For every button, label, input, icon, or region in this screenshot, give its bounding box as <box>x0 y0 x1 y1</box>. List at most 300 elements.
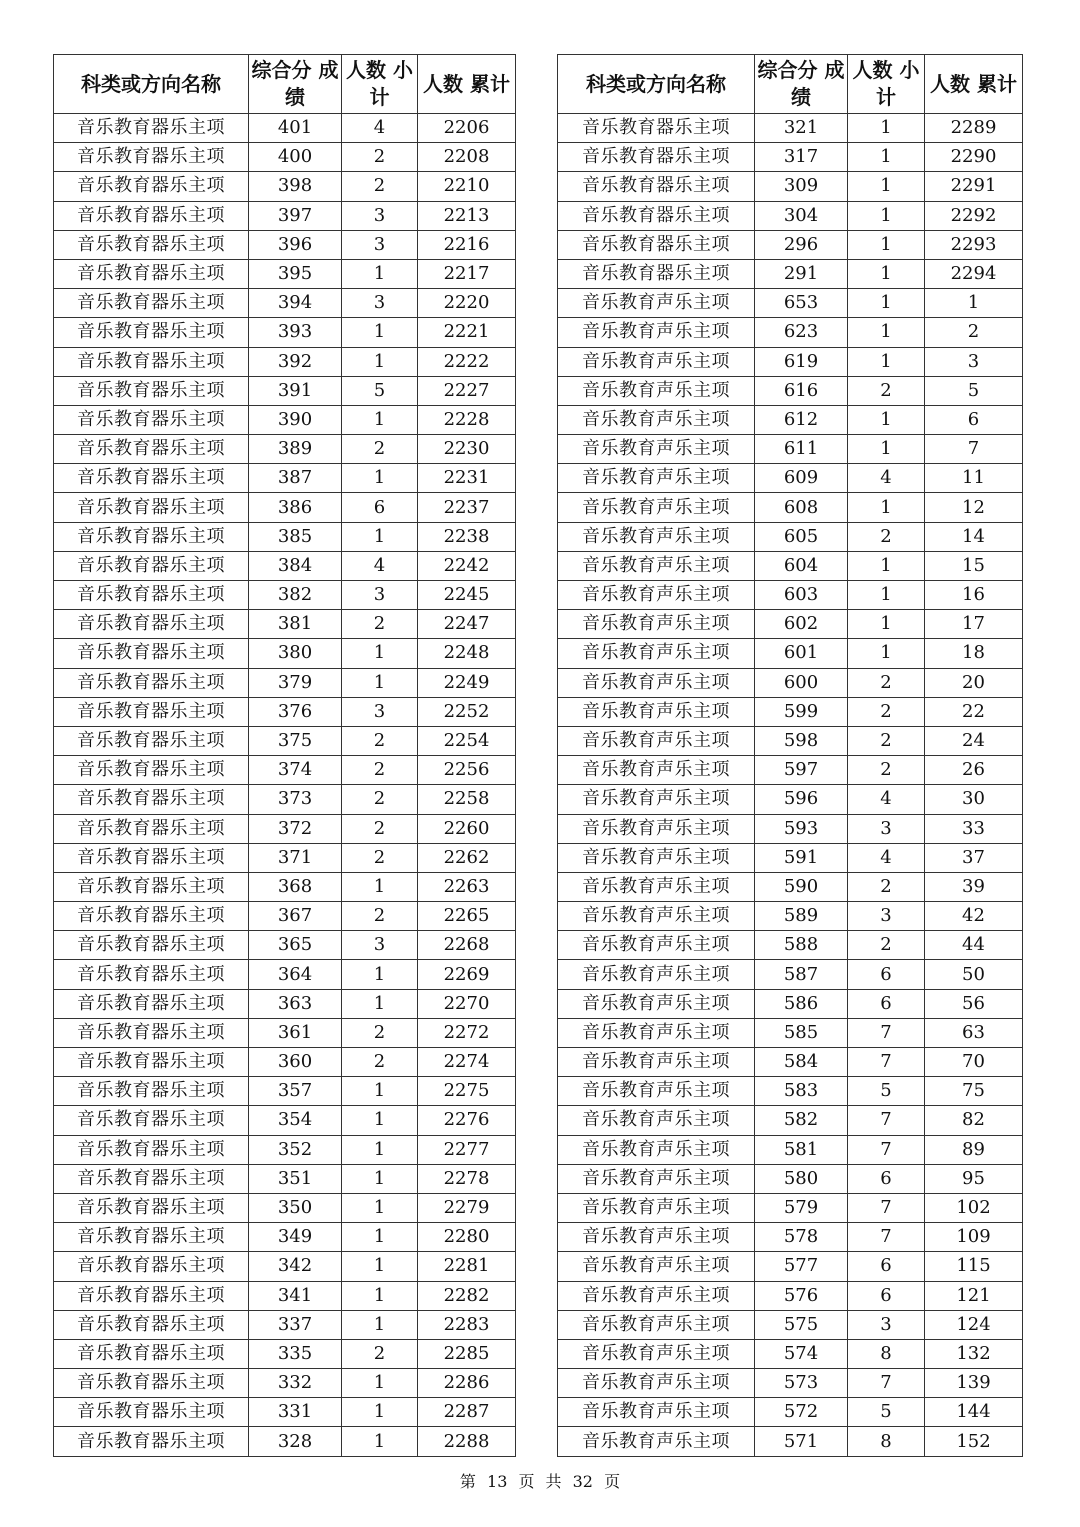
cumulative-cell: 2280 <box>418 1223 516 1252</box>
category-cell: 音乐教育器乐主项 <box>54 551 249 580</box>
count-cell: 1 <box>848 230 925 259</box>
table-row <box>558 1077 1023 1106</box>
table-row <box>558 143 1023 172</box>
category-cell: 音乐教育器乐主项 <box>54 1369 249 1398</box>
category-cell: 音乐教育器乐主项 <box>54 464 249 493</box>
score-cell: 605 <box>755 522 848 551</box>
count-cell: 1 <box>342 1310 418 1339</box>
cumulative-cell: 30 <box>925 785 1023 814</box>
score-cell: 352 <box>249 1135 342 1164</box>
score-cell: 380 <box>249 639 342 668</box>
count-cell: 2 <box>342 726 418 755</box>
count-cell: 6 <box>848 960 925 989</box>
category-cell: 音乐教育声乐主项 <box>558 435 755 464</box>
score-cell: 581 <box>755 1135 848 1164</box>
cumulative-cell: 15 <box>925 551 1023 580</box>
cumulative-cell: 2242 <box>418 551 516 580</box>
cumulative-cell: 89 <box>925 1135 1023 1164</box>
cumulative-cell: 2275 <box>418 1077 516 1106</box>
score-cell: 580 <box>755 1164 848 1193</box>
category-cell: 音乐教育器乐主项 <box>54 1106 249 1135</box>
score-table-left <box>53 54 516 1457</box>
category-cell: 音乐教育声乐主项 <box>558 1252 755 1281</box>
category-cell: 音乐教育器乐主项 <box>54 1018 249 1047</box>
category-cell: 音乐教育器乐主项 <box>54 1077 249 1106</box>
category-cell: 音乐教育器乐主项 <box>54 872 249 901</box>
category-cell: 音乐教育器乐主项 <box>54 1281 249 1310</box>
count-cell: 2 <box>848 668 925 697</box>
category-cell: 音乐教育器乐主项 <box>54 843 249 872</box>
table-row <box>54 1048 516 1077</box>
table-row <box>54 464 516 493</box>
table-row <box>558 1339 1023 1368</box>
cumulative-cell: 2265 <box>418 902 516 931</box>
score-cell: 623 <box>755 318 848 347</box>
table-row <box>558 1106 1023 1135</box>
table-row <box>54 289 516 318</box>
count-cell: 7 <box>848 1193 925 1222</box>
table-row <box>54 756 516 785</box>
count-cell: 1 <box>342 639 418 668</box>
table-header-row <box>558 55 1023 114</box>
count-cell: 4 <box>848 464 925 493</box>
cumulative-cell: 2282 <box>418 1281 516 1310</box>
count-cell: 1 <box>342 1106 418 1135</box>
score-cell: 357 <box>249 1077 342 1106</box>
score-cell: 591 <box>755 843 848 872</box>
score-cell: 598 <box>755 726 848 755</box>
table-row <box>54 435 516 464</box>
score-cell: 381 <box>249 610 342 639</box>
score-cell: 590 <box>755 872 848 901</box>
count-cell: 8 <box>848 1427 925 1456</box>
cumulative-cell: 115 <box>925 1252 1023 1281</box>
category-cell: 音乐教育器乐主项 <box>558 201 755 230</box>
table-row <box>54 1427 516 1456</box>
count-cell: 1 <box>342 464 418 493</box>
category-cell: 音乐教育声乐主项 <box>558 318 755 347</box>
score-cell: 374 <box>249 756 342 785</box>
table-row <box>54 143 516 172</box>
category-cell: 音乐教育声乐主项 <box>558 1369 755 1398</box>
category-cell: 音乐教育器乐主项 <box>54 668 249 697</box>
score-cell: 571 <box>755 1427 848 1456</box>
cumulative-cell: 2274 <box>418 1048 516 1077</box>
category-cell: 音乐教育器乐主项 <box>54 726 249 755</box>
cumulative-cell: 18 <box>925 639 1023 668</box>
table-row <box>558 1281 1023 1310</box>
cumulative-cell: 2281 <box>418 1252 516 1281</box>
score-cell: 602 <box>755 610 848 639</box>
score-cell: 396 <box>249 230 342 259</box>
count-cell: 1 <box>342 1398 418 1427</box>
count-cell: 1 <box>342 347 418 376</box>
score-cell: 600 <box>755 668 848 697</box>
cumulative-cell: 82 <box>925 1106 1023 1135</box>
score-cell: 576 <box>755 1281 848 1310</box>
header-cumulative: 人数 累计 <box>925 55 1023 114</box>
category-cell: 音乐教育器乐主项 <box>54 230 249 259</box>
count-cell: 7 <box>848 1106 925 1135</box>
count-cell: 1 <box>342 405 418 434</box>
count-cell: 4 <box>848 785 925 814</box>
category-cell: 音乐教育声乐主项 <box>558 493 755 522</box>
table-header-row <box>54 55 516 114</box>
score-cell: 382 <box>249 581 342 610</box>
count-cell: 6 <box>848 989 925 1018</box>
count-cell: 2 <box>342 785 418 814</box>
table-row <box>558 464 1023 493</box>
score-cell: 608 <box>755 493 848 522</box>
cumulative-cell: 2256 <box>418 756 516 785</box>
table-row <box>558 931 1023 960</box>
score-cell: 603 <box>755 581 848 610</box>
table-row <box>558 1048 1023 1077</box>
category-cell: 音乐教育器乐主项 <box>54 1164 249 1193</box>
score-cell: 384 <box>249 551 342 580</box>
table-row <box>54 843 516 872</box>
count-cell: 3 <box>342 289 418 318</box>
count-cell: 3 <box>342 581 418 610</box>
category-cell: 音乐教育器乐主项 <box>54 522 249 551</box>
table-row <box>54 1135 516 1164</box>
count-cell: 2 <box>848 872 925 901</box>
category-cell: 音乐教育声乐主项 <box>558 1106 755 1135</box>
category-cell: 音乐教育声乐主项 <box>558 376 755 405</box>
category-cell: 音乐教育声乐主项 <box>558 1310 755 1339</box>
category-cell: 音乐教育声乐主项 <box>558 814 755 843</box>
score-cell: 578 <box>755 1223 848 1252</box>
score-cell: 400 <box>249 143 342 172</box>
count-cell: 1 <box>342 872 418 901</box>
table-row <box>558 435 1023 464</box>
category-cell: 音乐教育器乐主项 <box>558 172 755 201</box>
table-row <box>558 756 1023 785</box>
cumulative-cell: 2221 <box>418 318 516 347</box>
category-cell: 音乐教育器乐主项 <box>54 435 249 464</box>
cumulative-cell: 2285 <box>418 1339 516 1368</box>
cumulative-cell: 2254 <box>418 726 516 755</box>
score-cell: 401 <box>249 114 342 143</box>
table-row <box>558 843 1023 872</box>
cumulative-cell: 7 <box>925 435 1023 464</box>
cumulative-cell: 2292 <box>925 201 1023 230</box>
cumulative-cell: 14 <box>925 522 1023 551</box>
category-cell: 音乐教育器乐主项 <box>54 289 249 318</box>
table-row <box>54 114 516 143</box>
count-cell: 2 <box>848 726 925 755</box>
table-row <box>558 1427 1023 1456</box>
cumulative-cell: 2283 <box>418 1310 516 1339</box>
cumulative-cell: 50 <box>925 960 1023 989</box>
cumulative-cell: 2247 <box>418 610 516 639</box>
category-cell: 音乐教育声乐主项 <box>558 1223 755 1252</box>
category-cell: 音乐教育声乐主项 <box>558 1048 755 1077</box>
count-cell: 3 <box>342 697 418 726</box>
category-cell: 音乐教育器乐主项 <box>54 581 249 610</box>
category-cell: 音乐教育器乐主项 <box>54 376 249 405</box>
score-cell: 619 <box>755 347 848 376</box>
table-row <box>558 1018 1023 1047</box>
score-cell: 572 <box>755 1398 848 1427</box>
count-cell: 2 <box>342 756 418 785</box>
table-row <box>54 1281 516 1310</box>
category-cell: 音乐教育器乐主项 <box>54 201 249 230</box>
cumulative-cell: 2279 <box>418 1193 516 1222</box>
count-cell: 3 <box>848 814 925 843</box>
table-row <box>558 201 1023 230</box>
table-row <box>558 960 1023 989</box>
score-cell: 589 <box>755 902 848 931</box>
count-cell: 6 <box>848 1281 925 1310</box>
cumulative-cell: 17 <box>925 610 1023 639</box>
category-cell: 音乐教育器乐主项 <box>54 1252 249 1281</box>
count-cell: 7 <box>848 1048 925 1077</box>
cumulative-cell: 2272 <box>418 1018 516 1047</box>
score-cell: 579 <box>755 1193 848 1222</box>
cumulative-cell: 2217 <box>418 259 516 288</box>
count-cell: 1 <box>848 172 925 201</box>
cumulative-cell: 63 <box>925 1018 1023 1047</box>
count-cell: 1 <box>342 1164 418 1193</box>
count-cell: 8 <box>848 1339 925 1368</box>
cumulative-cell: 56 <box>925 989 1023 1018</box>
category-cell: 音乐教育器乐主项 <box>54 318 249 347</box>
table-row <box>54 785 516 814</box>
category-cell: 音乐教育器乐主项 <box>54 1310 249 1339</box>
category-cell: 音乐教育声乐主项 <box>558 756 755 785</box>
count-cell: 3 <box>342 201 418 230</box>
category-cell: 音乐教育器乐主项 <box>54 697 249 726</box>
category-cell: 音乐教育器乐主项 <box>54 814 249 843</box>
cumulative-cell: 2294 <box>925 259 1023 288</box>
category-cell: 音乐教育器乐主项 <box>54 785 249 814</box>
score-cell: 375 <box>249 726 342 755</box>
cumulative-cell: 39 <box>925 872 1023 901</box>
count-cell: 2 <box>342 1339 418 1368</box>
category-cell: 音乐教育声乐主项 <box>558 902 755 931</box>
category-cell: 音乐教育声乐主项 <box>558 785 755 814</box>
table-row <box>558 114 1023 143</box>
cumulative-cell: 152 <box>925 1427 1023 1456</box>
score-cell: 582 <box>755 1106 848 1135</box>
category-cell: 音乐教育声乐主项 <box>558 872 755 901</box>
score-cell: 386 <box>249 493 342 522</box>
cumulative-cell: 2277 <box>418 1135 516 1164</box>
category-cell: 音乐教育声乐主项 <box>558 726 755 755</box>
table-row <box>54 1252 516 1281</box>
count-cell: 1 <box>342 1252 418 1281</box>
cumulative-cell: 95 <box>925 1164 1023 1193</box>
count-cell: 3 <box>848 1310 925 1339</box>
category-cell: 音乐教育声乐主项 <box>558 1398 755 1427</box>
score-cell: 321 <box>755 114 848 143</box>
table-row <box>54 1077 516 1106</box>
category-cell: 音乐教育声乐主项 <box>558 1193 755 1222</box>
count-cell: 6 <box>342 493 418 522</box>
score-cell: 360 <box>249 1048 342 1077</box>
table-row <box>54 493 516 522</box>
category-cell: 音乐教育器乐主项 <box>54 347 249 376</box>
score-cell: 397 <box>249 201 342 230</box>
score-cell: 376 <box>249 697 342 726</box>
table-row <box>54 172 516 201</box>
cumulative-cell: 2228 <box>418 405 516 434</box>
table-row <box>558 318 1023 347</box>
score-cell: 611 <box>755 435 848 464</box>
table-row <box>54 318 516 347</box>
count-cell: 2 <box>848 376 925 405</box>
table-row <box>558 522 1023 551</box>
count-cell: 1 <box>848 493 925 522</box>
cumulative-cell: 2287 <box>418 1398 516 1427</box>
cumulative-cell: 1 <box>925 289 1023 318</box>
cumulative-cell: 2270 <box>418 989 516 1018</box>
count-cell: 2 <box>342 435 418 464</box>
table-row <box>558 230 1023 259</box>
count-cell: 1 <box>342 1369 418 1398</box>
category-cell: 音乐教育声乐主项 <box>558 551 755 580</box>
table-row <box>558 1310 1023 1339</box>
category-cell: 音乐教育器乐主项 <box>54 405 249 434</box>
count-cell: 1 <box>848 201 925 230</box>
category-cell: 音乐教育声乐主项 <box>558 697 755 726</box>
count-cell: 1 <box>848 289 925 318</box>
category-cell: 音乐教育器乐主项 <box>54 931 249 960</box>
count-cell: 1 <box>848 318 925 347</box>
table-row <box>54 1398 516 1427</box>
score-cell: 601 <box>755 639 848 668</box>
table-row <box>54 960 516 989</box>
count-cell: 1 <box>848 639 925 668</box>
table-row <box>558 902 1023 931</box>
score-cell: 371 <box>249 843 342 872</box>
score-cell: 335 <box>249 1339 342 1368</box>
table-row <box>54 581 516 610</box>
cumulative-cell: 121 <box>925 1281 1023 1310</box>
count-cell: 1 <box>342 1427 418 1456</box>
table-row <box>558 1135 1023 1164</box>
cumulative-cell: 2289 <box>925 114 1023 143</box>
count-cell: 4 <box>342 551 418 580</box>
score-cell: 398 <box>249 172 342 201</box>
count-cell: 1 <box>848 610 925 639</box>
count-cell: 1 <box>848 435 925 464</box>
category-cell: 音乐教育器乐主项 <box>54 1135 249 1164</box>
count-cell: 1 <box>342 1135 418 1164</box>
count-cell: 1 <box>342 668 418 697</box>
category-cell: 音乐教育声乐主项 <box>558 289 755 318</box>
table-row <box>558 785 1023 814</box>
cumulative-cell: 139 <box>925 1369 1023 1398</box>
cumulative-cell: 70 <box>925 1048 1023 1077</box>
cumulative-cell: 2206 <box>418 114 516 143</box>
category-cell: 音乐教育器乐主项 <box>54 902 249 931</box>
category-cell: 音乐教育声乐主项 <box>558 960 755 989</box>
cumulative-cell: 102 <box>925 1193 1023 1222</box>
page-number: 第 13 页 共 32 页 <box>459 1472 621 1491</box>
table-row <box>558 697 1023 726</box>
cumulative-cell: 2238 <box>418 522 516 551</box>
category-cell: 音乐教育器乐主项 <box>558 259 755 288</box>
cumulative-cell: 2 <box>925 318 1023 347</box>
table-row <box>54 1310 516 1339</box>
count-cell: 7 <box>848 1135 925 1164</box>
cumulative-cell: 24 <box>925 726 1023 755</box>
score-cell: 389 <box>249 435 342 464</box>
category-cell: 音乐教育器乐主项 <box>558 114 755 143</box>
cumulative-cell: 42 <box>925 902 1023 931</box>
category-cell: 音乐教育器乐主项 <box>558 143 755 172</box>
score-cell: 337 <box>249 1310 342 1339</box>
table-row <box>558 289 1023 318</box>
category-cell: 音乐教育器乐主项 <box>54 259 249 288</box>
table-row <box>54 1339 516 1368</box>
cumulative-cell: 132 <box>925 1339 1023 1368</box>
score-cell: 593 <box>755 814 848 843</box>
count-cell: 1 <box>342 1193 418 1222</box>
score-cell: 363 <box>249 989 342 1018</box>
table-row <box>558 989 1023 1018</box>
table-row <box>54 551 516 580</box>
table-row <box>558 405 1023 434</box>
cumulative-cell: 2269 <box>418 960 516 989</box>
score-cell: 291 <box>755 259 848 288</box>
table-row <box>54 668 516 697</box>
score-cell: 575 <box>755 1310 848 1339</box>
table-row <box>558 551 1023 580</box>
score-cell: 393 <box>249 318 342 347</box>
count-cell: 1 <box>848 347 925 376</box>
table-row <box>54 814 516 843</box>
count-cell: 2 <box>848 697 925 726</box>
cumulative-cell: 2230 <box>418 435 516 464</box>
table-row <box>54 610 516 639</box>
cumulative-cell: 2227 <box>418 376 516 405</box>
category-cell: 音乐教育声乐主项 <box>558 989 755 1018</box>
count-cell: 2 <box>848 931 925 960</box>
count-cell: 1 <box>342 522 418 551</box>
score-cell: 354 <box>249 1106 342 1135</box>
category-cell: 音乐教育器乐主项 <box>54 1193 249 1222</box>
count-cell: 2 <box>848 756 925 785</box>
header-score: 综合分 成绩 <box>249 55 342 114</box>
cumulative-cell: 26 <box>925 756 1023 785</box>
table-row <box>558 814 1023 843</box>
cumulative-cell: 6 <box>925 405 1023 434</box>
category-cell: 音乐教育器乐主项 <box>54 989 249 1018</box>
score-cell: 612 <box>755 405 848 434</box>
score-cell: 368 <box>249 872 342 901</box>
category-cell: 音乐教育声乐主项 <box>558 464 755 493</box>
count-cell: 4 <box>848 843 925 872</box>
table-row <box>558 1398 1023 1427</box>
category-cell: 音乐教育声乐主项 <box>558 581 755 610</box>
cumulative-cell: 33 <box>925 814 1023 843</box>
category-cell: 音乐教育器乐主项 <box>54 172 249 201</box>
score-cell: 395 <box>249 259 342 288</box>
table-row <box>558 1164 1023 1193</box>
count-cell: 2 <box>342 1018 418 1047</box>
category-cell: 音乐教育声乐主项 <box>558 1339 755 1368</box>
score-cell: 361 <box>249 1018 342 1047</box>
score-cell: 341 <box>249 1281 342 1310</box>
count-cell: 5 <box>848 1077 925 1106</box>
category-cell: 音乐教育声乐主项 <box>558 1281 755 1310</box>
count-cell: 7 <box>848 1369 925 1398</box>
score-cell: 394 <box>249 289 342 318</box>
count-cell: 7 <box>848 1018 925 1047</box>
